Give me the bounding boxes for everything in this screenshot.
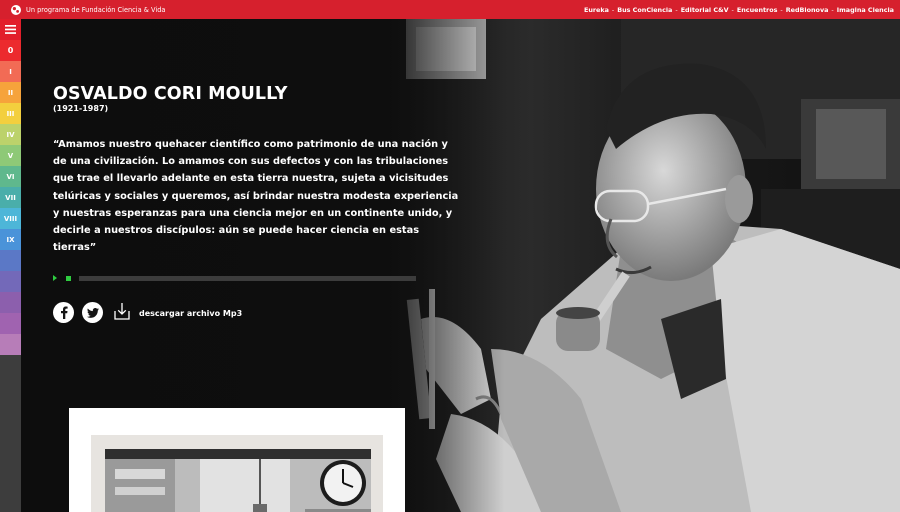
nav-link-encuentros[interactable]: Encuentros (736, 5, 778, 14)
nav-link-eureka[interactable]: Eureka (583, 5, 609, 14)
era-item[interactable]: VIII (0, 208, 21, 229)
sidebar-filler (0, 355, 21, 512)
era-item[interactable]: VII (0, 187, 21, 208)
era-item[interactable]: I (0, 61, 21, 82)
quote-line: y nuestras esperanzas para una ciencia mejor en un continente unido, y (53, 207, 453, 219)
quote (53, 136, 459, 256)
quote-line: de una civilización. Lo amamos con sus defectos y con las tribulaciones (53, 156, 449, 168)
era-item[interactable] (0, 334, 21, 355)
facebook-share-button[interactable] (53, 302, 74, 323)
nav-link-editorial[interactable]: Editorial C&V (680, 5, 729, 14)
audio-player (53, 274, 416, 283)
scientist-dates: (1921-1987) (53, 104, 109, 113)
era-item[interactable] (0, 250, 21, 271)
era-item[interactable]: IV (0, 124, 21, 145)
nav-separator: - (780, 5, 783, 14)
quote-line: decirle a nuestros discípulos: aún se puede hacer ciencia en estas (53, 225, 420, 237)
top-nav (584, 6, 894, 14)
top-bar (0, 0, 900, 19)
play-icon[interactable] (53, 275, 57, 281)
quote-line: que trae el llevarlo adelante en esta tierra nuestra, sujeta a vicisitudes (53, 173, 449, 185)
quote-line: “Amamos nuestro quehacer científico como patrimonio de una nación y (53, 139, 448, 150)
audio-progress-bar[interactable] (79, 276, 416, 281)
era-sidebar (0, 19, 21, 512)
era-item[interactable]: V (0, 145, 21, 166)
photo-card[interactable] (69, 408, 405, 512)
era-item[interactable] (0, 292, 21, 313)
era-item[interactable]: III (0, 103, 21, 124)
quote-line: tierras” (53, 242, 97, 254)
lab-photo (105, 449, 371, 512)
nav-separator: - (731, 5, 734, 14)
twitter-share-button[interactable] (82, 302, 103, 323)
facebook-icon (59, 306, 69, 319)
nav-separator: - (675, 5, 678, 14)
era-item[interactable] (0, 271, 21, 292)
photo-frame (91, 435, 383, 512)
logo-icon (11, 5, 21, 15)
stop-icon[interactable] (66, 276, 71, 281)
download-mp3-link[interactable]: descargar archivo Mp3 (139, 309, 243, 318)
lab-photo-image (105, 449, 371, 512)
nav-link-bus-conciencia[interactable]: Bus ConCiencia (617, 5, 673, 14)
nav-separator: - (611, 5, 615, 14)
download-icon[interactable] (114, 302, 130, 320)
tagline: Un programa de Fundación Ciencia & Vida (26, 5, 166, 14)
twitter-icon (87, 308, 99, 318)
era-item[interactable] (0, 313, 21, 334)
brand[interactable] (11, 5, 165, 15)
menu-button[interactable] (0, 19, 21, 40)
era-item[interactable]: 0 (0, 40, 21, 61)
quote-line: telúricas y sociales y queremos, así brindar nuestra modesta experiencia (53, 190, 459, 202)
nav-separator: - (831, 5, 834, 14)
era-item[interactable]: VI (0, 166, 21, 187)
hamburger-icon (5, 25, 16, 34)
scientist-name: OSVALDO CORI MOULLY (53, 84, 288, 104)
nav-link-imagina-ciencia[interactable]: Imagina Ciencia (836, 5, 894, 14)
nav-link-redbionova[interactable]: RedBionova (785, 5, 829, 14)
era-item[interactable]: II (0, 82, 21, 103)
era-item[interactable]: IX (0, 229, 21, 250)
